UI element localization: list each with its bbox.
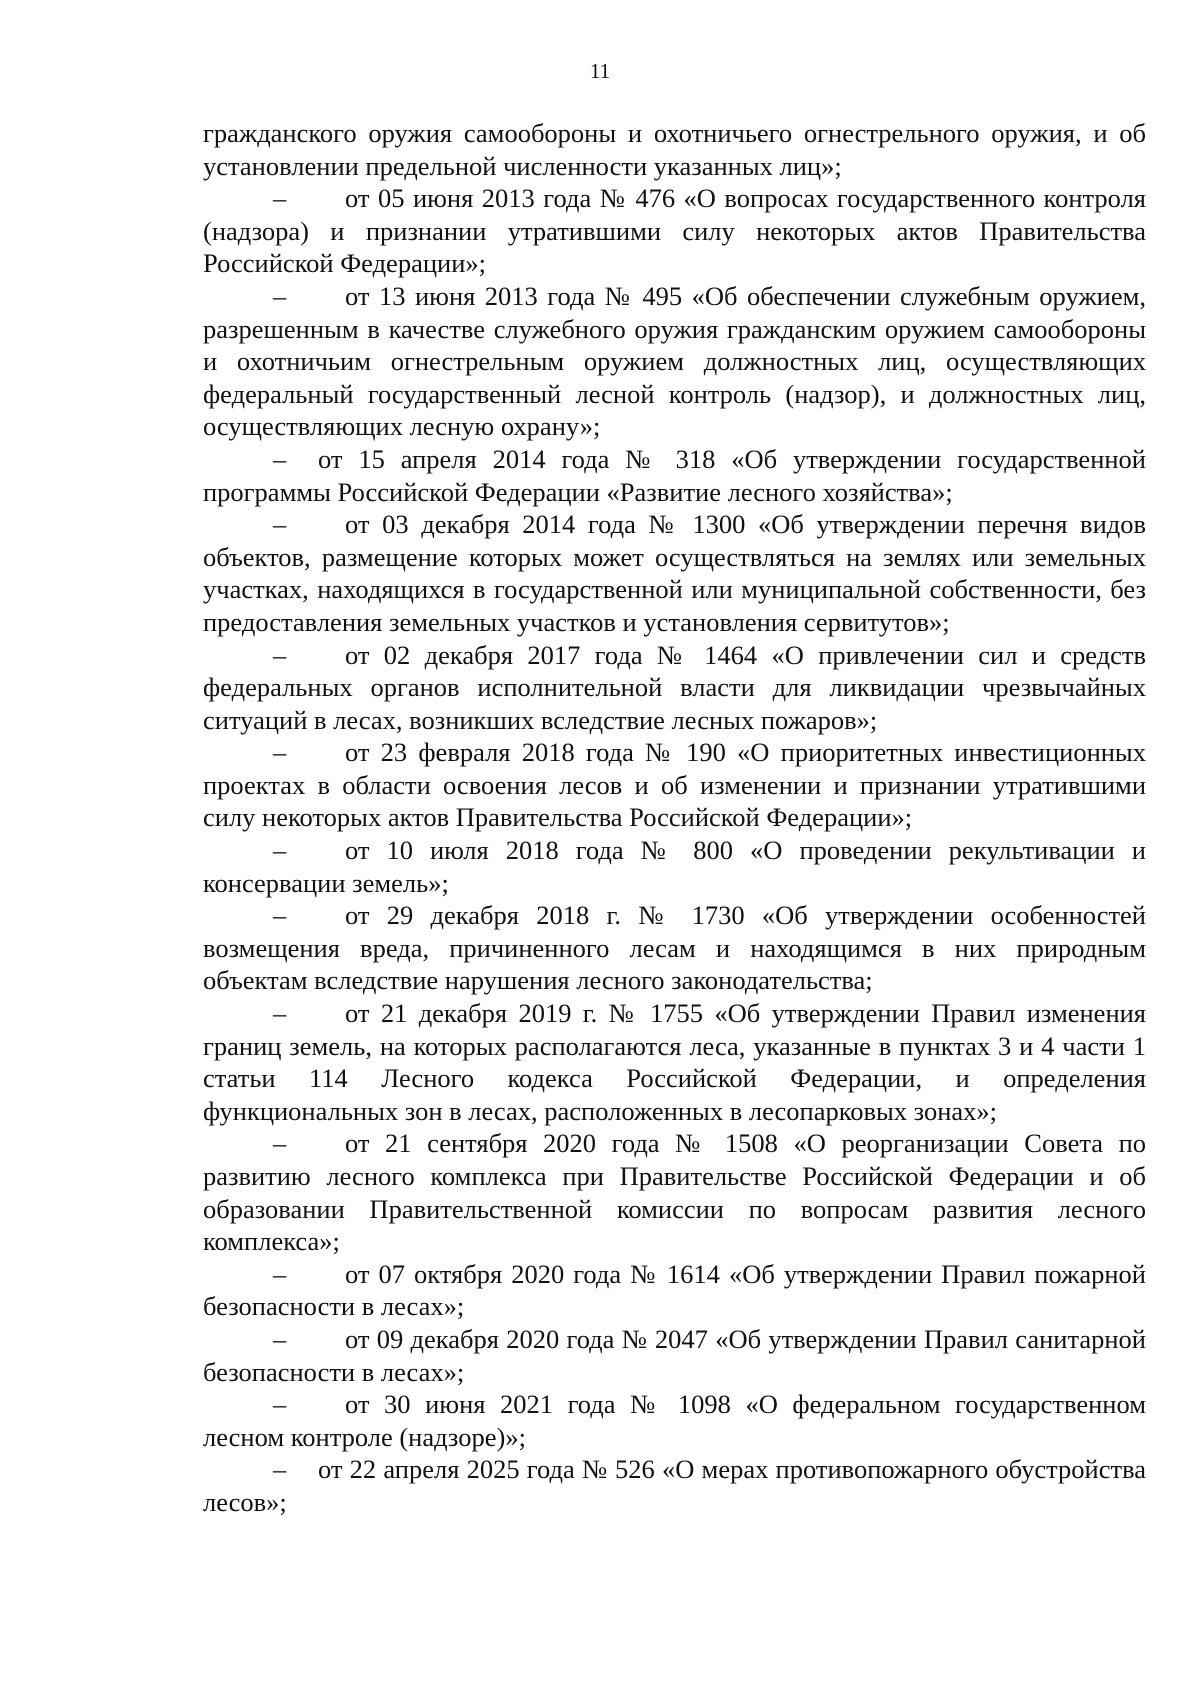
list-dash: – xyxy=(273,280,287,311)
list-dash: – xyxy=(273,900,287,931)
list-item xyxy=(203,997,1146,1127)
list-item-text: от 15 апреля 2014 года № 318 «Об утверждении государственной программы Российской Федерации «Развитие лесного хозяйства»; xyxy=(203,443,1146,507)
list-item xyxy=(203,834,1146,899)
list-item xyxy=(203,508,1146,638)
list-dash: – xyxy=(273,737,287,768)
list-item-text: от 09 декабря 2020 года № 2047 «Об утверждении Правил санитарной безопасности в лесах»; xyxy=(203,1323,1146,1387)
list-dash: – xyxy=(273,1454,287,1485)
list-item-text: от 21 сентября 2020 года № 1508 «О реорганизации Совета по развитию лесного комплекса при Правительстве Российской Федерации и об образовании Правительственной комиссии по вопросам развития лесного комплекса»; xyxy=(203,1128,1146,1257)
list-item-text: от 23 февраля 2018 года № 190 «О приоритетных инвестиционных проектах в области освоения лесов и об изменении и признании утратившими силу некоторых актов Правительства Российской Федерации»; xyxy=(203,737,1146,833)
list-item xyxy=(203,182,1146,280)
list-item xyxy=(203,1388,1146,1453)
list-dash: – xyxy=(273,639,287,670)
list-dash: – xyxy=(273,1389,287,1420)
list-item-text: от 13 июня 2013 года № 495 «Об обеспечении служебным оружием, разрешенным в качестве служебного оружия гражданским оружием самообороны и охотничьим огнестрельным оружием должностных лиц, осуществляющих федеральный государственный лесной контроль (надзор), и должностных лиц, осуществляющих лесную охрану»; xyxy=(203,280,1146,442)
list-item-text: от 22 апреля 2025 года № 526 «О мерах противопожарного обустройства лесов»; xyxy=(203,1454,1146,1517)
list-dash: – xyxy=(273,509,287,540)
list-item-text: от 05 июня 2013 года № 476 «О вопросах государственного контроля (надзора) и признании утратившими силу некоторых актов Правительства Российской Федерации»; xyxy=(203,183,1146,279)
page-number: 11 xyxy=(589,59,611,83)
list-dash: – xyxy=(273,998,287,1029)
list-item xyxy=(203,1453,1146,1518)
list-item-text: от 07 октября 2020 года № 1614 «Об утверждении Правил пожарной безопасности в лесах»; xyxy=(203,1258,1146,1322)
list-item xyxy=(203,639,1146,737)
list-item xyxy=(203,1258,1146,1323)
list-dash: – xyxy=(273,1323,287,1354)
list-dash: – xyxy=(273,443,287,474)
intro-paragraph: гражданского оружия самообороны и охотничьего огнестрельного оружия, и об установлении предельной численности указанных лиц»; xyxy=(203,118,1146,181)
list-dash: – xyxy=(273,183,287,214)
document-body xyxy=(203,117,1146,1519)
list-item-text: от 02 декабря 2017 года № 1464 «О привлечении сил и средств федеральных органов исполнительной власти для ликвидации чрезвычайных ситуаций в лесах, возникших вследствие лесных пожаров»; xyxy=(203,639,1146,735)
list-item-text: от 21 декабря 2019 г. № 1755 «Об утверждении Правил изменения границ земель, на которых располагаются леса, указанные в пунктах 3 и 4 части 1 статьи 114 Лесного кодекса Российской Федерации, и определения функциональных зон в лесах, расположенных в лесопарковых зонах»; xyxy=(203,998,1146,1126)
list-dash: – xyxy=(273,1128,287,1159)
list-item-text: от 10 июля 2018 года № 800 «О проведении рекультивации и консервации земель»; xyxy=(203,835,1146,898)
list-item xyxy=(203,443,1146,508)
list-item xyxy=(203,280,1146,443)
list-dash: – xyxy=(273,1258,287,1289)
list-item-text: от 30 июня 2021 года № 1098 «О федеральном государственном лесном контроле (надзоре)»; xyxy=(203,1389,1146,1452)
list-item xyxy=(203,899,1146,997)
list-item-text: от 03 декабря 2014 года № 1300 «Об утверждении перечня видов объектов, размещение которых может осуществляться на землях или земельных участках, находящихся в государственной или муниципальной собственности, без предоставления земельных участков и установления сервитутов»; xyxy=(203,509,1146,637)
list-item-text: от 29 декабря 2018 г. № 1730 «Об утверждении особенностей возмещения вреда, причиненного лесам и находящимся в них природным объектам вследствие нарушения лесного законодательства; xyxy=(203,900,1146,996)
list-item xyxy=(203,1323,1146,1388)
list-item xyxy=(203,1127,1146,1257)
list-item xyxy=(203,736,1146,834)
list-dash: – xyxy=(273,835,287,866)
